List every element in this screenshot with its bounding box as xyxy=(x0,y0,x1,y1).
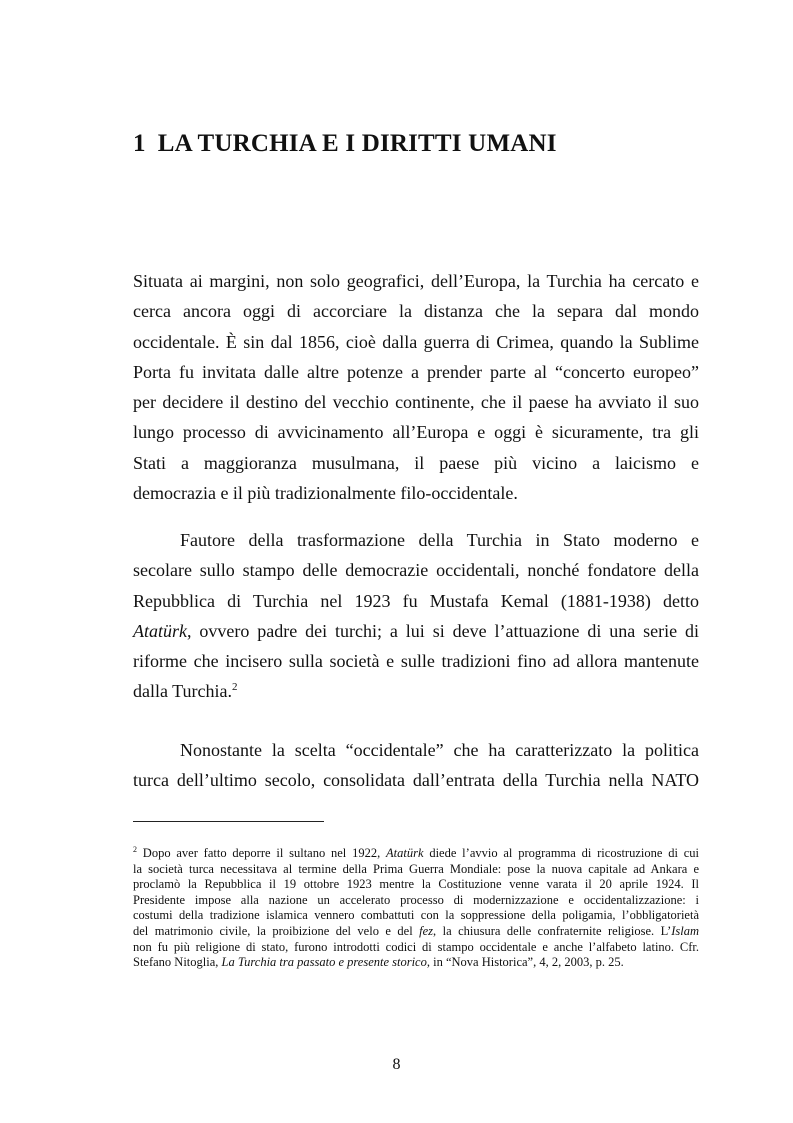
paragraph-line: secolare sullo stampo delle democrazie occidentali, nonché fondatore della xyxy=(133,560,699,581)
paragraph-line-text: , ovvero padre dei turchi; a lui si deve l’attuazione di una serie di xyxy=(187,620,699,641)
paragraph-line: Repubblica di Turchia nel 1923 fu Mustafa Kemal (1881-1938) detto xyxy=(133,590,699,611)
footnote xyxy=(133,846,699,971)
paragraph-line: democrazia e il più tradizionalmente filo-occidentale. xyxy=(133,483,518,504)
footnote-line: Presidente impose alla nazione un accelerato processo di modernizzazione e occidentalizzazione: i xyxy=(133,892,699,907)
paragraph-line: per decidere il destino del vecchio continente, che il paese ha avviato il suo xyxy=(133,392,699,413)
paragraph-line: Fautore della trasformazione della Turchia in Stato moderno e xyxy=(180,530,699,550)
footnote-line xyxy=(133,846,699,862)
paragraph-line: Stati a maggioranza musulmana, il paese più vicino a laicismo e xyxy=(133,452,699,473)
paragraph-line: riforme che incisero sulla società e sulle tradizioni fino ad allora mantenute xyxy=(133,651,699,672)
paragraph-1 xyxy=(133,266,699,508)
footnote-italic: fez xyxy=(419,923,434,938)
chapter-number: 1 xyxy=(133,130,146,157)
footnote-line: proclamò la Repubblica il 19 ottobre 1923 mentre la Costituzione venne varata il 20 aprile 1924. Il xyxy=(133,877,699,892)
footnote-text: diede l’avvio al programma di ricostruzione di cui xyxy=(423,846,699,860)
paragraph-line: Porta fu invitata dalle altre potenze a prender parte al “concerto europeo” xyxy=(133,361,699,382)
footnote-line: costumi della tradizione islamica vennero combattuti con la soppressione della poligamia, l’obbligatorietà xyxy=(133,908,699,923)
paragraph-line: lungo processo di avvicinamento all’Europa e oggi è sicuramente, tra gli xyxy=(133,422,699,443)
footnote-line: non fu più religione di stato, furono introdotti codici di stampo occidentale e anche l’alfabeto latino. Cfr. xyxy=(133,939,699,954)
footnote-marker: 2 xyxy=(133,845,137,854)
paragraph-line: Situata ai margini, non solo geografici, dell’Europa, la Turchia ha cercato e xyxy=(133,271,699,291)
footnote-text: , in “Nova Historica”, 4, 2, 2003, p. 25. xyxy=(426,955,624,970)
footnote-text: , la chiusura delle confraternite religiose. L’ xyxy=(433,923,672,938)
paragraph-line-text: dalla Turchia. xyxy=(133,681,232,702)
chapter-title xyxy=(133,130,557,158)
footnote-italic: Islam xyxy=(671,923,700,938)
footnote-separator xyxy=(133,821,324,822)
italic-term: Atatürk xyxy=(133,620,187,641)
footnote-reference[interactable]: 2 xyxy=(232,681,238,694)
paragraph-line: cerca ancora oggi di accorciare la distanza che la separa dal mondo xyxy=(133,301,699,322)
paragraph-line xyxy=(133,676,699,706)
footnote-line: la società turca necessitava al termine della Prima Guerra Mondiale: pose la nuova capitale ad Ankara e xyxy=(133,861,699,876)
footnote-italic: Atatürk xyxy=(386,846,424,860)
footnote-line xyxy=(133,924,699,940)
paragraph-line: Nonostante la scelta “occidentale” che ha caratterizzato la politica xyxy=(180,740,699,760)
page-number: 8 xyxy=(392,1056,401,1073)
footnote-text: Stefano Nitoglia, xyxy=(133,955,222,970)
footnote-text: Dopo aver fatto deporre il sultano nel 1922, xyxy=(137,846,387,860)
footnote-line xyxy=(133,955,699,971)
footnote-text: del matrimonio civile, la proibizione del velo e del xyxy=(133,923,420,938)
paragraph-line xyxy=(133,616,699,646)
paragraph-2 xyxy=(133,525,699,707)
paragraph-line: turca dell’ultimo secolo, consolidata dall’entrata della Turchia nella NATO xyxy=(133,770,699,791)
paragraph-3 xyxy=(133,735,699,796)
paragraph-line: occidentale. È sin dal 1856, cioè dalla guerra di Crimea, quando la Sublime xyxy=(133,331,699,352)
chapter-title-text: LA TURCHIA E I DIRITTI UMANI xyxy=(157,130,557,157)
footnote-italic: La Turchia tra passato e presente storico xyxy=(221,955,427,970)
